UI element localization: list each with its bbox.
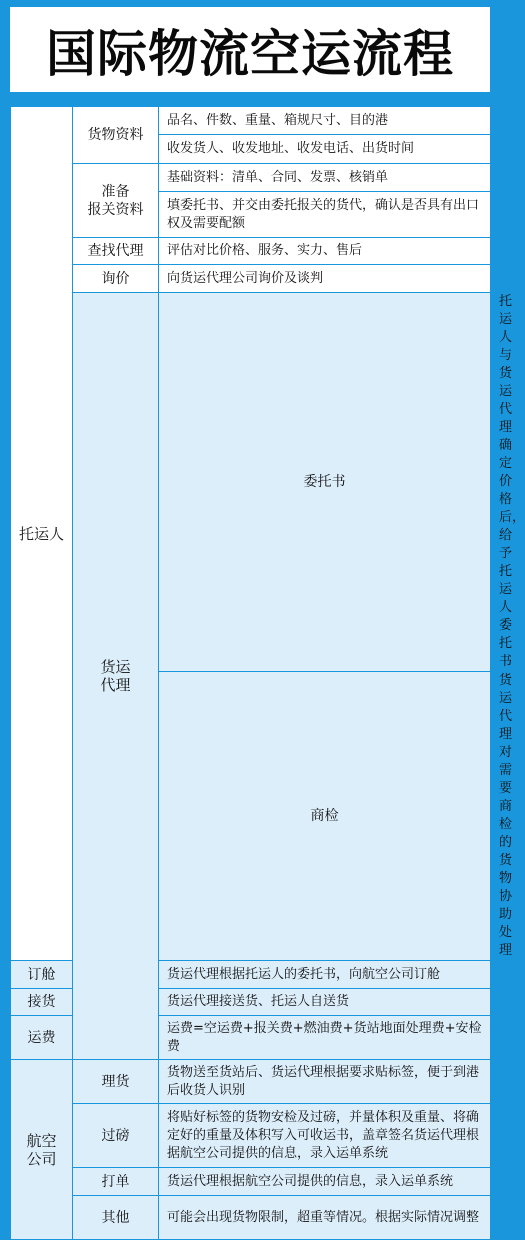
step-label: 委托书 xyxy=(159,293,491,672)
step-desc: 将贴好标签的货物安检及过磅，并量体积及重量、将确定好的重量及体积写入可收运书，盖章签名货运代理根据航空公司提供的信息，录入运单系统 xyxy=(159,1104,491,1168)
table-row xyxy=(11,1168,491,1196)
step-label: 运费 xyxy=(11,1016,73,1060)
table-row xyxy=(11,1196,491,1240)
group-label-line: 代理 xyxy=(100,676,131,694)
title-banner xyxy=(10,7,490,92)
step-label-line: 准备 xyxy=(101,183,130,200)
step-label: 打单 xyxy=(73,1168,159,1196)
step-desc: 收发货人、收发地址、收发电话、出货时间 xyxy=(159,135,491,164)
group-label: 托运人 xyxy=(18,524,64,543)
table-row xyxy=(11,164,491,192)
step-desc: 货运代理根据托运人的委托书，向航空公司订舱 xyxy=(159,961,491,989)
group-label-line: 货运 xyxy=(100,658,131,676)
step-desc: 填委托书、并交由委托报关的货代，确认是否具有出口权及需要配额 xyxy=(159,192,491,238)
group-shipper xyxy=(11,107,73,961)
step-label: 查找代理 xyxy=(73,238,159,265)
step-desc: 货运代理接送货、托运人自送货 xyxy=(159,989,491,1016)
step-desc: 品名、件数、重量、箱规尺寸、目的港 xyxy=(159,107,491,135)
page-title: 国际物流空运流程 xyxy=(46,24,454,83)
step-label: 询价 xyxy=(73,265,159,293)
table-row xyxy=(11,265,491,293)
group-label-line: 公司 xyxy=(26,1149,57,1168)
step-label: 接货 xyxy=(11,989,73,1016)
step-label-line: 报关资料 xyxy=(87,201,144,218)
step-label: 理货 xyxy=(73,1060,159,1104)
table-row: 货运 代理 委托书 托运人与货运代理确定价格后，给予托运人委托书 xyxy=(11,293,491,672)
step-desc: 向货运代理公司询价及谈判 xyxy=(159,265,491,293)
step-desc: 基础资料：清单、合同、发票、核销单 xyxy=(159,164,491,192)
table-row xyxy=(11,238,491,265)
table-row xyxy=(11,1104,491,1168)
group-airline xyxy=(11,1060,73,1240)
step-label: 货物资料 xyxy=(73,107,159,164)
step-label: 过磅 xyxy=(73,1104,159,1168)
table-row xyxy=(11,1060,491,1104)
step-label: 订舱 xyxy=(11,961,73,989)
step-desc: 货运代理根据航空公司提供的信息，录入运单系统 xyxy=(159,1168,491,1196)
table-row: 商检 货运代理对需要商检的货物协助处理 xyxy=(11,672,491,961)
table-row xyxy=(11,107,491,135)
step-label: 商检 xyxy=(159,672,491,961)
step-label: 其他 xyxy=(73,1196,159,1240)
step-desc: 可能会出现货物限制，超重等情况。根据实际情况调整 xyxy=(159,1196,491,1240)
step-desc: 评估对比价格、服务、实力、售后 xyxy=(159,238,491,265)
group-label-line: 航空 xyxy=(26,1131,57,1150)
step-label xyxy=(73,164,159,238)
step-desc: 运费=空运费+报关费+燃油费+货站地面处理费+安检费 xyxy=(159,1016,491,1060)
process-table xyxy=(10,106,525,1226)
step-desc: 货物送至货站后、货运代理根据要求贴标签，便于到港后收货人识别 xyxy=(159,1060,491,1104)
process-grid xyxy=(10,106,525,1240)
group-forwarder xyxy=(73,293,159,1060)
